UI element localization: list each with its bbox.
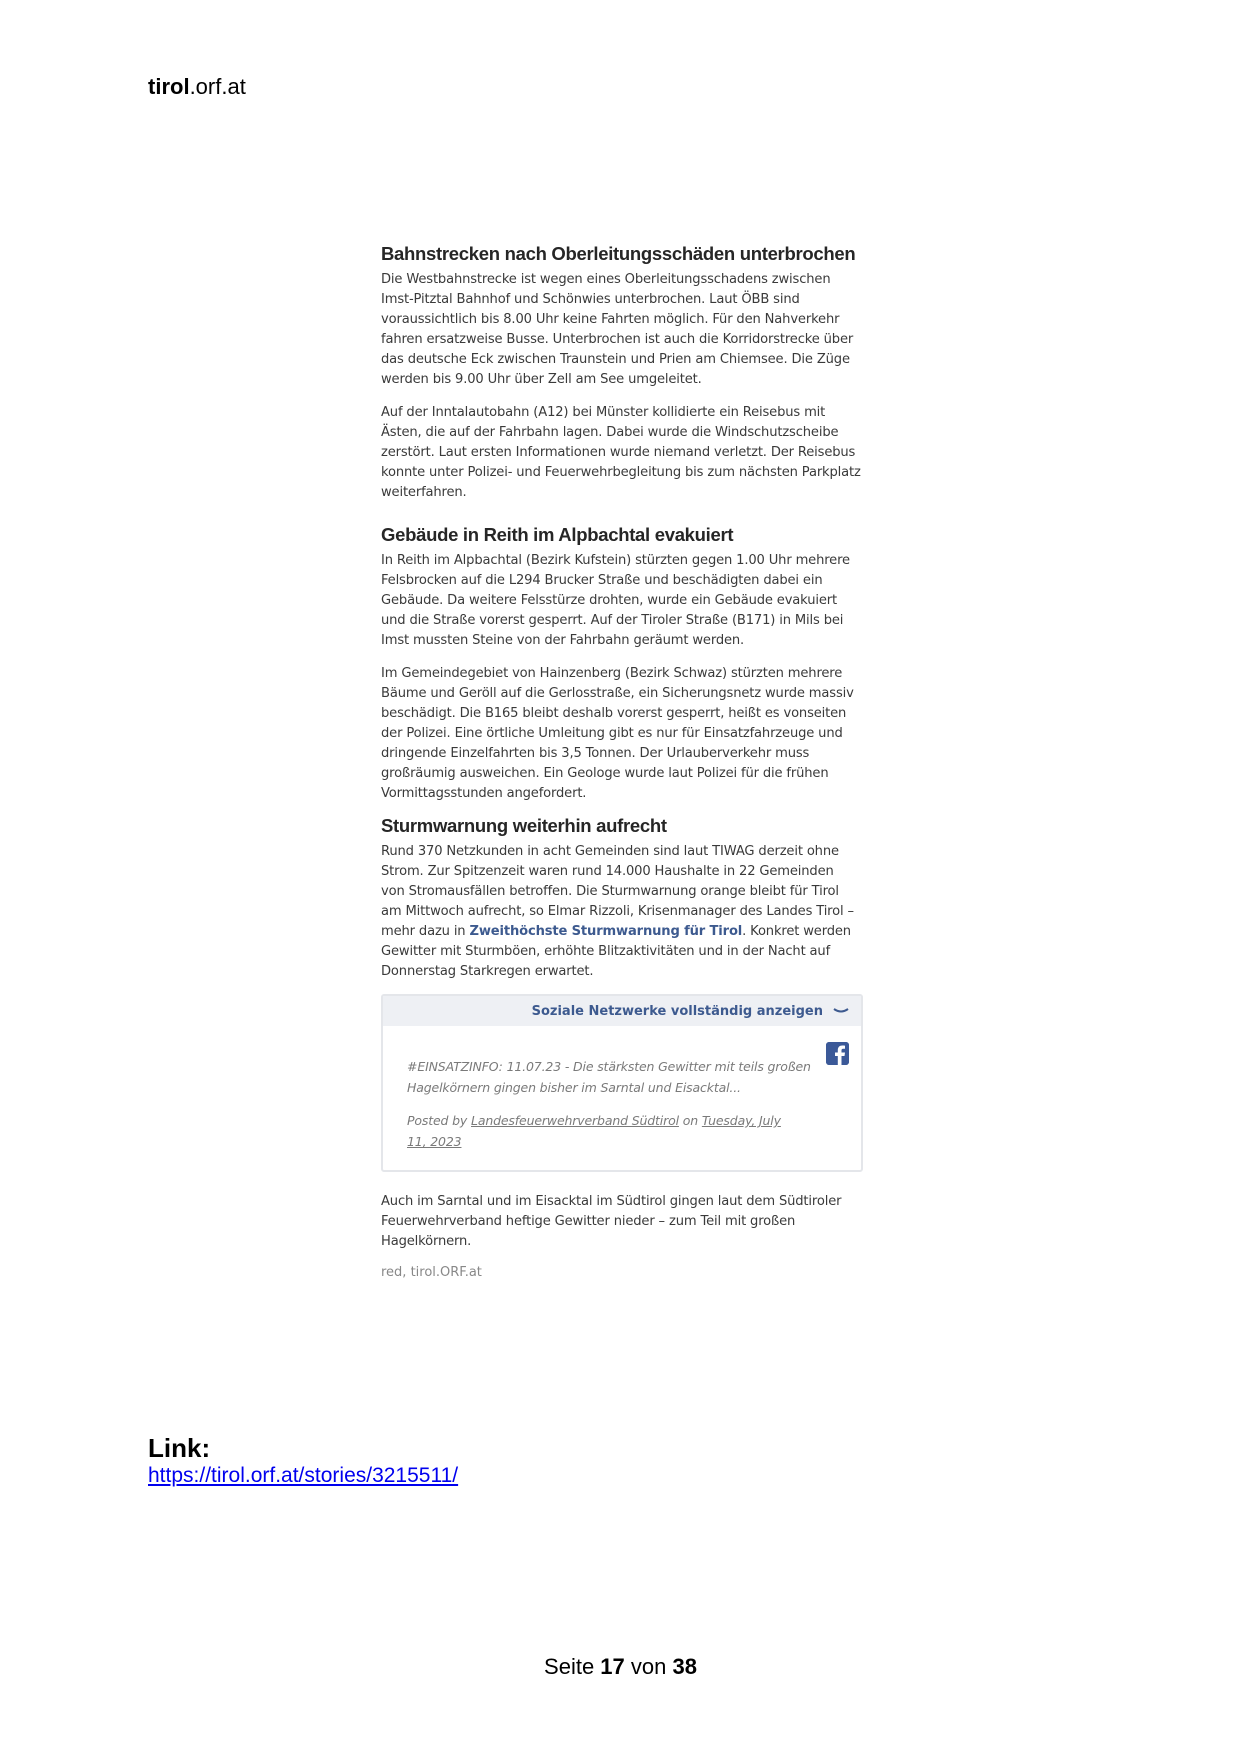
posted-by-prefix: Posted by bbox=[407, 1113, 472, 1128]
facebook-icon[interactable] bbox=[826, 1042, 849, 1065]
post-date-link[interactable]: Tuesday, July 11, 2023 bbox=[407, 1113, 781, 1149]
social-toggle-button[interactable] bbox=[383, 996, 861, 1026]
on-word: on bbox=[678, 1113, 702, 1128]
paragraph: Die Westbahnstrecke ist wegen eines Oberleitungsschadens zwischen Imst-Pitztal Bahnhof und Schönwies unterbrochen. Laut ÖBB sind voraussichtlich bis 8.00 Uhr keine Fahrten möglich. Für den Nahverkehr fahren ersatzweise Busse. Unterbrochen ist auch die Korridorstrecke über das deutsche Eck zwischen Traunstein und Prien am Chiemsee. Die Züge werden bis 9.00 Uhr über Zell am See umgeleitet. bbox=[381, 272, 854, 387]
social-post bbox=[383, 1026, 861, 1170]
paragraph-text: . Konkret werden Gewitter mit Sturmböen, erhöhte Blitzaktivitäten und in der Nacht auf Donnerstag Starkregen erwartet. bbox=[381, 924, 851, 979]
footer-middle: von bbox=[624, 1654, 673, 1679]
paragraph: Im Gemeindegebiet von Hainzenberg (Bezirk Schwaz) stürzten mehrere Bäume und Geröll auf die Gerlosstraße, ein Sicherungsnetz wurde massiv beschädigt. Die B165 bleibt deshalb vorerst gesperrt, heißt es vonseiten der Polizei. Eine örtliche Umleitung gibt es nur für Einsatzfahrzeuge und dringende Einzelfahrten bis 3,5 Tonnen. Der Urlauberverkehr muss großräumig ausweichen. Ein Geologe wurde laut Polizei für die frühen Vormittagsstunden angefordert. bbox=[381, 666, 854, 801]
article bbox=[381, 242, 861, 1280]
brand-rest: .orf.at bbox=[189, 74, 246, 99]
paragraph bbox=[381, 842, 861, 982]
post-meta bbox=[407, 1110, 837, 1152]
link-section bbox=[148, 1433, 458, 1489]
page-number: 17 bbox=[600, 1654, 625, 1679]
page-footer bbox=[0, 1654, 1241, 1680]
post-author-link[interactable]: Landesfeuerwehrverband Südtirol bbox=[471, 1113, 679, 1128]
section-heading: Sturmwarnung weiterhin aufrecht bbox=[381, 815, 667, 836]
post-text: #EINSATZINFO: 11.07.23 - Die stärksten Gewitter mit teils großen Hagelkörnern gingen bisher im Sarntal und Eisacktal... bbox=[407, 1059, 811, 1095]
source-credit: red, tirol.ORF.at bbox=[381, 1265, 482, 1280]
social-toggle-label: Soziale Netzwerke vollständig anzeigen bbox=[531, 1003, 823, 1019]
storm-warning-link[interactable]: Zweithöchste Sturmwarnung für Tirol bbox=[469, 924, 743, 939]
chevron-down-icon bbox=[833, 1007, 849, 1015]
section-heading: Bahnstrecken nach Oberleitungsschäden unterbrochen bbox=[381, 243, 856, 264]
header-brand bbox=[148, 74, 246, 100]
footer-prefix: Seite bbox=[544, 1654, 601, 1679]
page-total: 38 bbox=[672, 1654, 697, 1679]
link-label: Link: bbox=[148, 1433, 211, 1463]
brand-bold: tirol bbox=[148, 74, 190, 99]
paragraph: In Reith im Alpbachtal (Bezirk Kufstein) stürzten gegen 1.00 Uhr mehrere Felsbrocken auf die L294 Brucker Straße und beschädigten dabei ein Gebäude. Da weitere Felsstürze drohten, wurde ein Gebäude evakuiert und die Straße vorerst gesperrt. Auf der Tiroler Straße (B171) in Mils bei Imst mussten Steine von der Fahrbahn geräumt werden. bbox=[381, 553, 850, 648]
paragraph: Auf der Inntalautobahn (A12) bei Münster kollidierte ein Reisebus mit Ästen, die auf der Fahrbahn lagen. Dabei wurde die Windschutzscheibe zerstört. Laut ersten Informationen wurde niemand verletzt. Der Reisebus konnte unter Polizei- und Feuerwehrbegleitung bis zum nächsten Parkplatz weiterfahren. bbox=[381, 405, 861, 500]
social-embed bbox=[381, 994, 863, 1172]
paragraph: Auch im Sarntal und im Eisacktal im Südtirol gingen laut dem Südtiroler Feuerwehrverband heftige Gewitter nieder – zum Teil mit großen Hagelkörnern. bbox=[381, 1194, 842, 1249]
section-heading: Gebäude in Reith im Alpbachtal evakuiert bbox=[381, 524, 734, 545]
paragraph-text: Rund 370 Netzkunden in acht Gemeinden sind laut TIWAG derzeit ohne Strom. Zur Spitzenzeit waren rund 14.000 Haushalte in 22 Gemeinden von Stromausfällen betroffen. Die Sturmwarnung orange bleibt für Tirol am Mittwoch aufrecht, so Elmar Rizzoli, Krisenmanager des Landes Tirol – mehr dazu in bbox=[381, 844, 854, 939]
story-url-link[interactable]: https://tirol.orf.at/stories/3215511/ bbox=[148, 1464, 459, 1487]
